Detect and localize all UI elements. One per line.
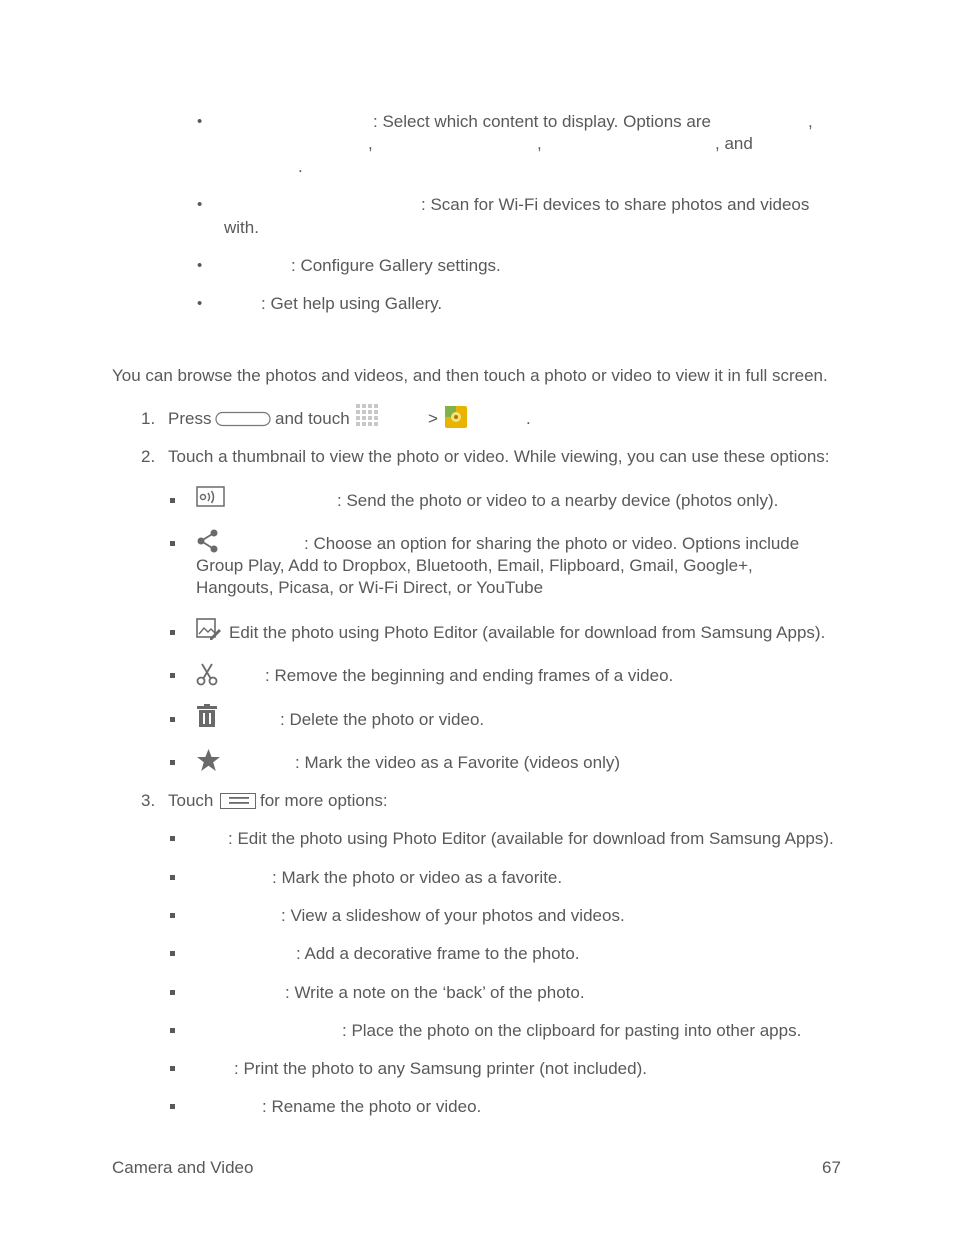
bullet-square	[170, 951, 175, 956]
bullet-dot: •	[197, 295, 203, 312]
more-rename-desc: : Rename the photo or video.	[262, 1097, 482, 1116]
bullet-square	[170, 717, 175, 722]
favorite-video-desc: : Mark the video as a Favorite (videos only)	[295, 753, 621, 772]
more-edit-desc: : Edit the photo using Photo Editor (available for download from Samsung Apps).	[228, 829, 834, 848]
bullet-square	[170, 1104, 175, 1109]
step3-touch: Touch	[168, 791, 214, 810]
trim-desc: : Remove the beginning and ending frames of a video.	[265, 666, 674, 685]
bullet-square	[170, 1028, 175, 1033]
content-filter-desc: : Select which content to display. Options are	[373, 112, 711, 131]
step1-period: .	[526, 409, 531, 428]
bullet-square	[170, 760, 175, 765]
bullet-dot: •	[197, 257, 203, 274]
share-desc: : Choose an option for sharing the photo or video. Options include Group Play, Add to Dropbox, Bluetooth, Email, Flipboard, Gmail, Google+, Hangouts, Picasa, or Wi-Fi Direct, or YouTube	[196, 534, 800, 597]
home-key-icon	[215, 411, 271, 427]
text-and: , and	[715, 134, 753, 153]
bullet-square	[170, 498, 175, 503]
bullet-square	[170, 1066, 175, 1071]
nearby-device-desc: : Send the photo or video to a nearby device (photos only).	[337, 491, 779, 510]
step2-text: Touch a thumbnail to view the photo or video. While viewing, you can use these options:	[168, 447, 830, 466]
apps-grid-icon	[356, 404, 378, 426]
scan-devices-desc: : Scan for Wi-Fi devices to share photos and videos	[421, 195, 810, 214]
scissors-icon	[196, 662, 218, 686]
text-comma: ,	[808, 112, 813, 131]
more-clipboard-desc: : Place the photo on the clipboard for pasting into other apps.	[342, 1021, 802, 1040]
more-note-desc: : Write a note on the ‘back’ of the photo.	[285, 983, 585, 1002]
step1-gt: >	[428, 409, 438, 428]
more-favorite-desc: : Mark the photo or video as a favorite.	[272, 868, 563, 887]
bullet-square	[170, 541, 175, 546]
step3-rest: for more options:	[260, 791, 388, 810]
more-slideshow-desc: : View a slideshow of your photos and videos.	[281, 906, 625, 925]
text-comma: ,	[537, 134, 542, 153]
settings-desc: : Configure Gallery settings.	[291, 256, 501, 275]
gallery-app-icon	[445, 406, 467, 428]
bullet-square	[170, 913, 175, 918]
more-frame-desc: : Add a decorative frame to the photo.	[296, 944, 580, 963]
help-desc: : Get help using Gallery.	[261, 294, 443, 313]
text-comma: ,	[368, 134, 373, 153]
step1-and-touch: and touch	[275, 409, 350, 428]
bullet-square	[170, 875, 175, 880]
intro-paragraph: You can browse the photos and videos, and then touch a photo or video to view it in full screen.	[112, 366, 828, 385]
scan-devices-desc-cont: with.	[224, 218, 259, 237]
step1-press: Press	[168, 409, 212, 428]
step-number: 1.	[141, 409, 156, 428]
page-number: 67	[822, 1158, 841, 1177]
bullet-square	[170, 836, 175, 841]
nearby-device-icon	[196, 486, 225, 508]
bullet-square	[170, 673, 175, 678]
bullet-dot: •	[197, 113, 203, 130]
step-number: 2.	[141, 447, 156, 466]
trash-icon	[197, 704, 217, 728]
edit-photo-desc: Edit the photo using Photo Editor (available for download from Samsung Apps).	[229, 623, 826, 642]
bullet-dot: •	[197, 196, 203, 213]
footer-section-title: Camera and Video	[112, 1158, 254, 1177]
edit-photo-icon	[196, 617, 222, 641]
menu-icon	[220, 793, 256, 809]
more-print-desc: : Print the photo to any Samsung printer (not included).	[234, 1059, 647, 1078]
delete-desc: : Delete the photo or video.	[280, 710, 485, 729]
text-period: .	[298, 157, 303, 176]
step-number: 3.	[141, 791, 156, 810]
bullet-square	[170, 990, 175, 995]
bullet-square	[170, 630, 175, 635]
star-icon	[196, 748, 221, 772]
